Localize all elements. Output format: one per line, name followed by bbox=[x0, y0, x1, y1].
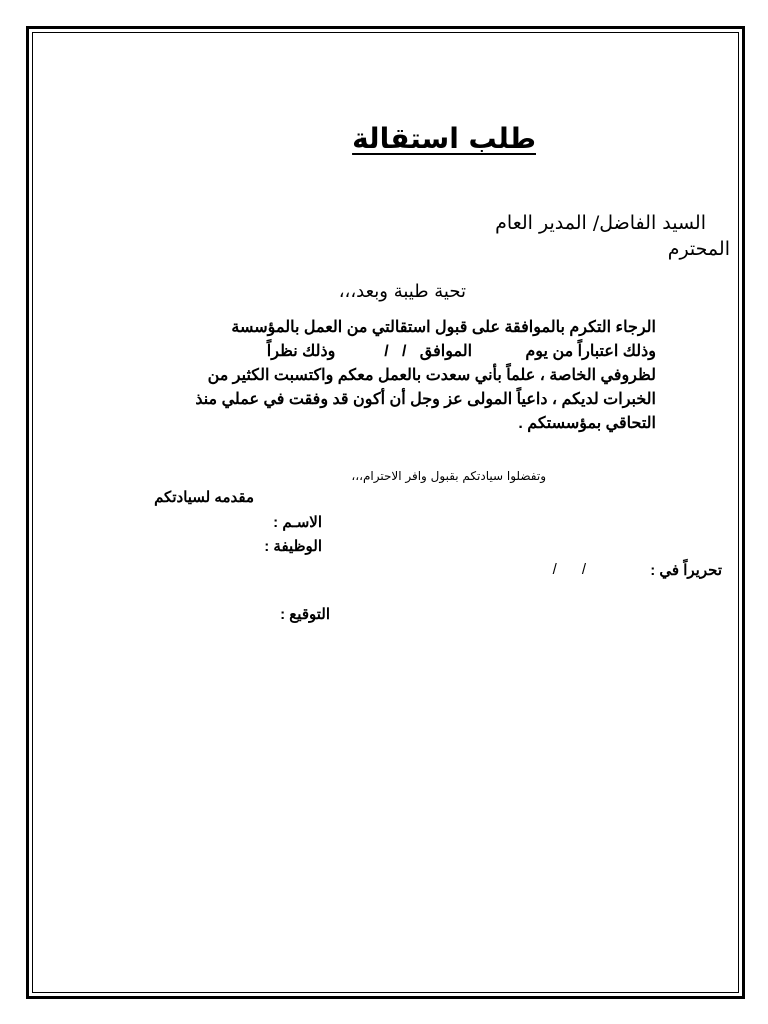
signature-label: التوقيع : bbox=[280, 606, 330, 623]
date-blank: / / bbox=[552, 561, 586, 578]
greeting: تحية طيبة وبعد،،، bbox=[338, 281, 466, 302]
addressee: السيد الفاضل/ المدير العام bbox=[495, 212, 706, 234]
body-line: لظروفي الخاصة ، علماً بأني سعدت بالعمل معكم واكتسبت الكثير من bbox=[207, 367, 656, 384]
honorific: المحترم bbox=[667, 238, 730, 260]
body-line: التحاقي بمؤسستكم . bbox=[518, 415, 656, 432]
document-title: طلب استقالة bbox=[352, 122, 536, 155]
date-label: تحريراً في : bbox=[650, 562, 722, 579]
closing-line: وتفضلوا سيادتكم بقبول وافر الاحترام،،، bbox=[351, 469, 546, 483]
page-border-inner bbox=[32, 32, 739, 993]
submitted-by: مقدمه لسيادتكم bbox=[154, 489, 254, 506]
body-line: وذلك اعتباراً من يوم الموافق / / وذلك نظراً bbox=[266, 343, 656, 360]
letter-body bbox=[136, 316, 656, 436]
job-label: الوظيفة : bbox=[264, 538, 322, 555]
body-line: الرجاء التكرم بالموافقة على قبول استقالتي من العمل بالمؤسسة bbox=[231, 319, 656, 336]
name-label: الاسـم : bbox=[273, 514, 322, 531]
body-line: الخبرات لديكم ، داعياً المولى عز وجل أن أكون قد وفقت في عملي منذ bbox=[195, 391, 656, 408]
